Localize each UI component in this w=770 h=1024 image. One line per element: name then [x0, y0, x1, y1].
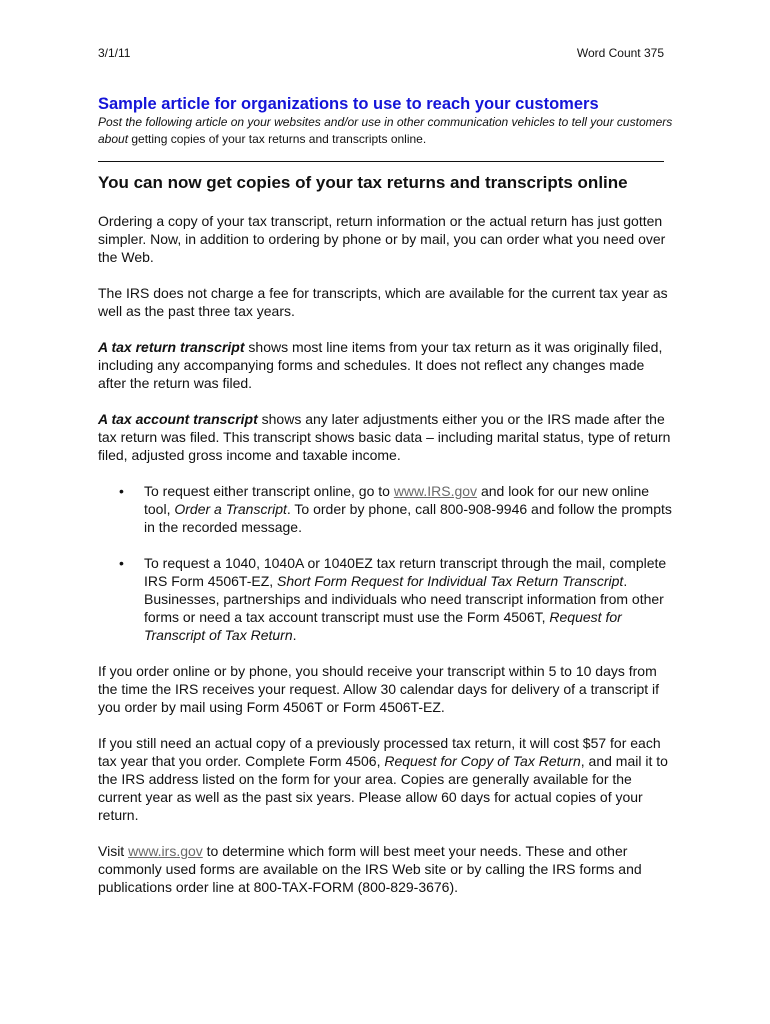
- subhead-italic: Post the following article on your websites and/or use in other communication vehicles to tell your customers about: [98, 115, 673, 146]
- irs-gov-link-lower[interactable]: www.irs.gov: [128, 843, 203, 859]
- term-account-transcript: A tax account transcript: [98, 411, 258, 427]
- bullet-icon: •: [119, 483, 124, 499]
- divider: [98, 161, 664, 162]
- term-return-transcript: A tax return transcript: [98, 339, 245, 355]
- order-transcript-tool: Order a Transcript: [174, 501, 287, 517]
- bullet-icon: •: [119, 555, 124, 571]
- paragraph-intro: Ordering a copy of your tax transcript, return information or the actual return has just gotten simpler. Now, in addition to ordering by phone or by mail, you can order what you need over the Web.: [98, 213, 666, 265]
- bullet-list: [98, 482, 676, 644]
- paragraph-fee: The IRS does not charge a fee for transcripts, which are available for the current tax year as well as the past three tax years.: [98, 285, 668, 319]
- paragraph-visit: Visit www.irs.gov to determine which form will best meet your needs. These and other commonly used forms are available on the IRS Web site or by calling the IRS forms and publications order line at 800-TAX-FORM (800-829-3676).: [98, 843, 642, 895]
- subhead-normal: getting copies of your tax returns and transcripts online.: [128, 132, 427, 146]
- list-item-mail: • To request a 1040, 1040A or 1040EZ tax return transcript through the mail, complete IRS Form 4506T-EZ, Short Form Request for Individual Tax Return Transcript. Businesses, partnerships and individuals who need transcript information from other forms or need a tax account transcript must use the Form 4506T, Request for Transcript of Tax Return.: [119, 555, 667, 643]
- article: [98, 94, 676, 896]
- page-header: [98, 46, 664, 60]
- form-4506t-ez-title: Short Form Request for Individual Tax Return Transcript: [277, 573, 624, 589]
- header-word-count: Word Count 375: [576, 46, 664, 60]
- paragraph-copy: If you still need an actual copy of a previously processed tax return, it will cost $57 for each tax year that you order. Complete Form 4506, Request for Copy of Tax Return, and mail it to the IRS address listed on the form for your area. Copies are generally available for the current year as well as the past six years. Please allow 60 days for actual copies of your return.: [98, 735, 668, 823]
- paragraph-return-transcript: A tax return transcript shows most line items from your tax return as it was originally filed, including any accompanying forms and schedules. It does not reflect any changes made after the return was filed.: [98, 339, 663, 391]
- irs-gov-link[interactable]: www.IRS.gov: [393, 483, 478, 499]
- article-headline: Sample article for organizations to use to reach your customers: [98, 95, 599, 113]
- form-4506t-title: Request for Transcript of Tax Return: [144, 609, 622, 643]
- header-date: 3/1/11: [98, 46, 131, 60]
- article-title: You can now get copies of your tax returns and transcripts online: [98, 173, 628, 192]
- paragraph-account-transcript: A tax account transcript shows any later adjustments either you or the IRS made after the tax return was filed. This transcript shows basic data – including marital status, type of return filed, adjusted gross income and taxable income.: [98, 411, 671, 463]
- paragraph-timing: If you order online or by phone, you should receive your transcript within 5 to 10 days from the time the IRS receives your request. Allow 30 calendar days for delivery of a transcript if you order by mail using Form 4506T or Form 4506T-EZ.: [98, 663, 660, 715]
- article-subhead: [98, 114, 676, 148]
- list-item-online: • To request either transcript online, go to www.IRS.gov and look for our new online tool, Order a Transcript. To order by phone, call 800-908-9946 and follow the prompts in the recorded message.: [119, 483, 672, 535]
- form-4506-title: Request for Copy of Tax Return: [384, 753, 581, 769]
